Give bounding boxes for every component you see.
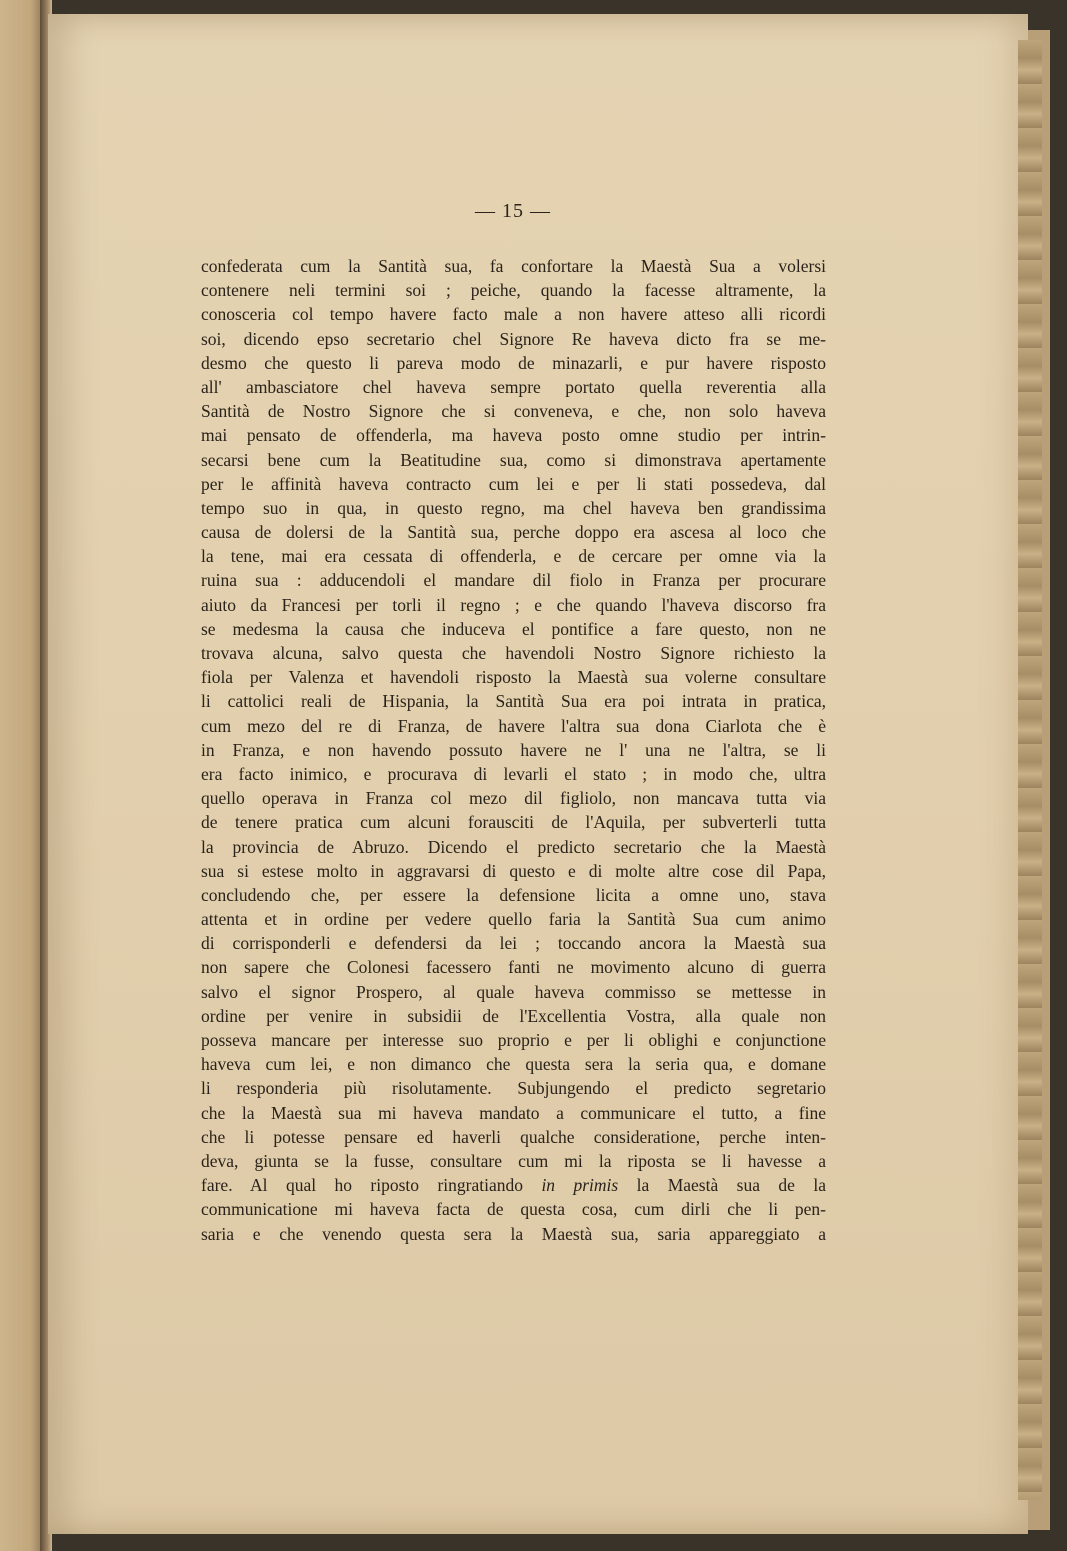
- text-line: che la Maestà sua mi haveva mandato a communicare el tutto, a fine: [201, 1102, 826, 1123]
- text-line: sua si estese molto in aggravarsi di questo e di molte altre cose dil Papa,: [201, 860, 826, 881]
- text-line: di corrisponderli e defendersi da lei ; toccando ancora la Maestà sua: [201, 933, 826, 954]
- facing-page-edge: [0, 0, 44, 1551]
- text-line: attenta et in ordine per vedere quello faria la Santità Sua cum animo: [201, 909, 826, 930]
- text-line: causa de dolersi de la Santità sua, perche doppo era ascesa al loco che: [201, 522, 826, 543]
- text-line: soi, dicendo epso secretario chel Signore Re haveva dicto fra se me-: [201, 328, 826, 349]
- text-line: ordine per venire in subsidii de l'Excellentia Vostra, alla quale non: [201, 1005, 826, 1026]
- text-line: ruina sua : adducendoli el mandare dil fiolo in Franza per procurare: [201, 570, 826, 591]
- body-text: [201, 254, 826, 1246]
- text-line: era facto inimico, e procurava di levarli el stato ; in modo che, ultra: [201, 763, 826, 784]
- text-line: desmo che questo li pareva modo de minazarli, e pur havere risposto: [201, 352, 826, 373]
- text-line: deva, giunta se la fusse, consultare cum mi la riposta se li havesse a: [201, 1150, 826, 1171]
- text-line: aiuto da Francesi per torli il regno ; e che quando l'haveva discorso fra: [201, 594, 826, 615]
- text-line: non sapere che Colonesi facessero fanti ne movimento alcuno di guerra: [201, 957, 826, 978]
- text-line: se medesma la causa che induceva el pontifice a fare questo, non ne: [201, 618, 826, 639]
- text-line: mai pensato de offenderla, ma haveva posto omne studio per intrin-: [201, 425, 826, 446]
- text-segment: fare. Al qual ho riposto ringratiando: [201, 1175, 542, 1196]
- text-line: contenere neli termini soi ; peiche, quando la facesse altramente, la: [201, 280, 826, 301]
- page-number: — 15 —: [475, 200, 551, 222]
- text-line: in Franza, e non havendo possuto havere ne l' una ne l'altra, se li: [201, 739, 826, 760]
- text-line: trovava alcuna, salvo questa che havendoli Nostro Signore richiesto la: [201, 643, 826, 663]
- text-line: la provincia de Abruzo. Dicendo el predicto secretario che la Maestà: [201, 836, 826, 857]
- text-line: quello operava in Franza col mezo dil figliolo, non mancava tutta via: [201, 788, 826, 809]
- text-line: concludendo che, per essere la defensione licita a omne uno, stava: [201, 884, 826, 905]
- text-line: haveva cum lei, e non dimanco che questa sera la seria qua, e domane: [201, 1054, 826, 1075]
- text-line: la tene, mai era cessata di offenderla, e de cercare per omne via la: [201, 546, 826, 567]
- text-line: de tenere pratica cum alcuni forausciti de l'Aquila, per subverterli tutta: [201, 812, 826, 833]
- text-line: che li potesse pensare ed haverli qualche consideratione, perche inten-: [201, 1126, 826, 1147]
- text-line: all' ambasciatore chel haveva sempre portato quella reverentia alla: [201, 376, 826, 397]
- italic-phrase: in primis: [541, 1175, 619, 1196]
- text-line: per le affinità haveva contracto cum lei e per li stati possedeva, dal: [201, 473, 826, 494]
- text-line: li cattolici reali de Hispania, la Santità Sua era poi intrata in pratica,: [201, 691, 826, 712]
- text-line: secarsi bene cum la Beatitudine sua, como si dimonstrava apertamente: [201, 449, 826, 470]
- text-line: Santità de Nostro Signore che si conveneva, e che, non solo haveva: [201, 401, 826, 422]
- text-segment: la Maestà sua de la: [618, 1175, 826, 1196]
- text-line: salvo el signor Prospero, al quale haveva commisso se mettesse in: [201, 981, 826, 1002]
- text-line: posseva mancare per interesse suo proprio e per li oblighi e conjunctione: [201, 1030, 826, 1050]
- text-line: li responderia più risolutamente. Subjungendo el predicto segretario: [201, 1078, 826, 1099]
- text-line: communicatione mi haveva facta de questa cosa, cum dirli che li pen-: [201, 1199, 826, 1220]
- text-line: cum mezo del re di Franza, de havere l'altra sua dona Ciarlota che è: [201, 715, 826, 736]
- text-line: conosceria col tempo havere facto male a non havere atteso alli ricordi: [201, 304, 826, 325]
- text-line: fiola per Valenza et havendoli risposto la Maestà sua volerne consultare: [201, 667, 826, 688]
- text-line: saria e che venendo questa sera la Maestà sua, saria appareggiato a: [201, 1223, 826, 1244]
- page-fore-edge: [1018, 40, 1042, 1500]
- text-line-with-italic: [201, 1173, 826, 1197]
- text-line: confederata cum la Santità sua, fa confortare la Maestà Sua a volersi: [201, 256, 826, 276]
- text-line: tempo suo in qua, in questo regno, ma chel haveva ben grandissima: [201, 497, 826, 518]
